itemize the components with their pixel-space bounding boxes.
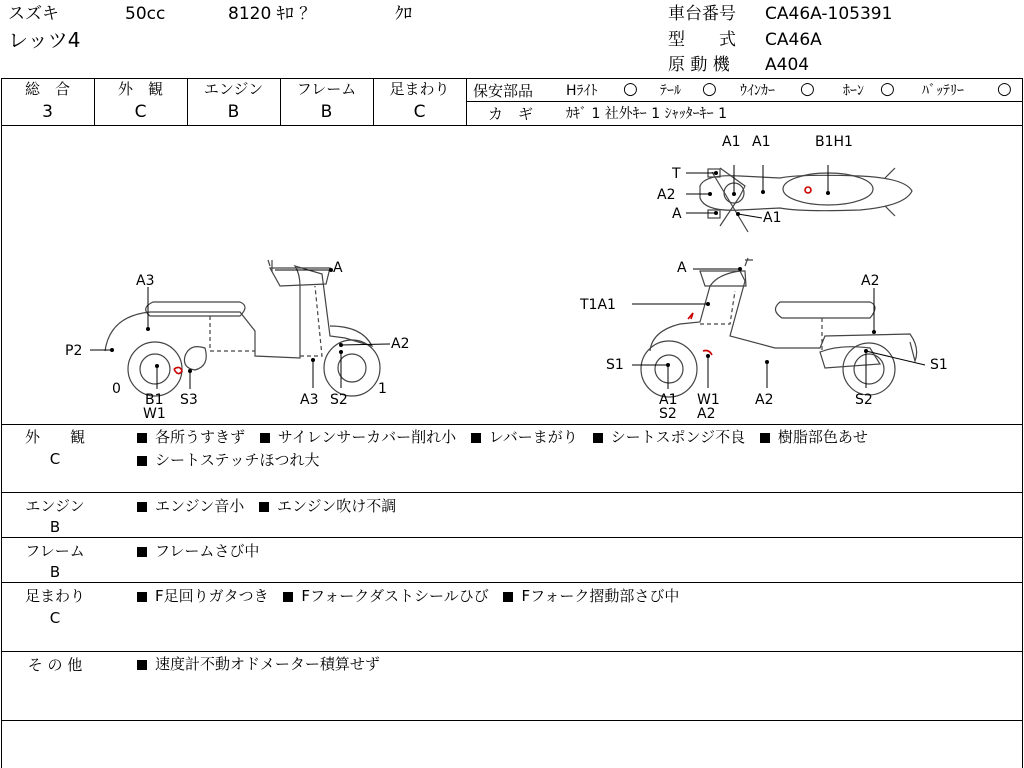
frame-grade-label: フレーム [296,80,357,98]
frame-grade: B [320,102,333,122]
remark-item: フレームさび中 [155,542,260,560]
remark-item: レバーまがり [488,428,578,446]
frame-no-label: 車台番号 [668,4,736,24]
divider [1,492,1023,493]
diagram-label: A2 [657,187,676,203]
safety-label: 保安部品 [473,82,534,100]
safety-mark: ○ [800,79,815,99]
diagram-label: S2 [855,392,873,408]
diagram-label: S2 [659,406,677,422]
diagram-label: A2 [391,336,410,352]
remark-line [137,653,390,675]
remark-label: エンジン [25,497,85,515]
overall-label: 総 合 [24,80,70,98]
remark-line [137,585,689,607]
diagram-label: A1 [722,134,741,150]
safety-item-headlight: Hﾗｲﾄ [566,83,598,99]
safety-item-horn: ﾎｰﾝ [843,83,864,99]
diagram-label: A2 [755,392,774,408]
diagram-label: T1A1 [580,297,616,313]
diagram-label: A2 [697,406,716,422]
remark-item: サイレンサーカバー削れ小 [277,428,457,446]
diagram-label: A3 [300,392,319,408]
type-value: CA46A [765,30,822,50]
mileage: 8120 ｷﾛ ？ [228,4,317,24]
diagram-label: A [677,260,687,276]
diagram-label: A1 [752,134,771,150]
remark-grade: C [49,609,61,627]
divider [1,582,1023,583]
remark-item: Fフォークダストシールひび [301,587,489,605]
bullet-icon [137,547,147,557]
diagram-label: W1 [143,406,166,422]
bullet-icon [471,433,481,443]
remark-line [137,495,406,517]
maker-name: スズキ [8,4,59,24]
diagram-label: P2 [65,343,83,359]
bullet-icon [503,592,513,602]
remark-label: フレーム [25,542,85,560]
diagram-label: A3 [136,273,155,289]
remark-label: 外 観 [24,428,85,446]
engine-grade-label: エンジン [203,80,264,98]
bullet-icon [593,433,603,443]
damage-diagram [0,126,1024,424]
diagram-label: B1 [145,392,164,408]
key-label: カ ギ [488,105,534,123]
diagram-label: S1 [606,357,624,373]
remark-item: 樹脂部色あせ [777,428,868,446]
remark-line [137,426,878,448]
bullet-icon [260,433,270,443]
diagram-label: A [672,206,682,222]
diagram-label: A1 [763,210,782,226]
remark-item: F足回りガタつき [155,587,269,605]
engine-label: 原 動 機 [668,55,730,75]
diagram-label: S2 [330,392,348,408]
divider [466,101,1022,102]
remark-label: 足まわり [24,587,85,605]
leader-dots [110,171,876,373]
divider [1,537,1023,538]
bullet-icon [283,592,293,602]
engine-grade: B [227,102,240,122]
scooter-top-view [700,168,912,232]
bullet-icon [259,502,269,512]
diagram-label: B1H1 [815,134,853,150]
suspension-grade-label: 足まわり [389,80,450,98]
safety-mark: ○ [623,79,638,99]
type-label: 型 式 [668,30,736,50]
remark-line [137,449,330,471]
bullet-icon [137,433,147,443]
bullet-icon [137,456,147,466]
remark-item: 各所うすきず [155,428,246,446]
diagram-label: A1 [659,392,678,408]
remark-item: シートスポンジ不良 [610,428,746,446]
bullet-icon [137,502,147,512]
safety-item-winker: ｳｲﾝｶｰ [740,83,775,99]
remark-grade: B [49,518,61,536]
color: ｸﾛ [395,4,412,24]
diagram-label: S1 [930,357,948,373]
displacement: 50cc [125,4,166,24]
safety-item-tail: ﾃｰﾙ [660,83,681,99]
frame-no: CA46A-105391 [765,4,893,24]
remark-item: シートステッチほつれ大 [155,451,320,469]
divider [1,651,1023,652]
safety-mark: ○ [997,79,1012,99]
diagram-label: W1 [697,392,720,408]
diagram-label: 1 [378,381,387,397]
divider [1,78,1023,79]
diagram-label: S3 [180,392,198,408]
divider [1,720,1023,721]
diagram-label: 0 [112,381,121,397]
exterior-grade: C [134,102,147,122]
engine-value: A404 [765,55,810,75]
diagram-label: A2 [861,273,880,289]
diagram-label: T [672,166,681,182]
remark-item: エンジン音小 [155,497,245,515]
remark-grade: C [49,450,61,468]
remark-label: そ の 他 [27,656,83,674]
remark-item: 速度計不動オドメーター積算せず [155,655,380,673]
remark-line [137,540,269,562]
exterior-label: 外 観 [117,80,163,98]
key-text: ｶｷﾞ 1 社外ｷｰ 1 ｼｬｯﾀｰｷｰ 1 [566,106,727,122]
remark-item: Fフォーク摺動部さび中 [521,587,680,605]
diagram-label: A [333,260,343,276]
suspension-grade: C [413,102,426,122]
remark-grade: B [49,563,61,581]
safety-item-battery: ﾊﾞｯﾃﾘｰ [922,83,964,99]
bullet-icon [760,433,770,443]
safety-mark: ○ [880,79,895,99]
overall-grade: 3 [42,102,53,122]
bullet-icon [137,660,147,670]
divider [1,424,1023,425]
remark-item: エンジン吹け不調 [277,497,397,515]
safety-mark: ○ [702,79,717,99]
leader-lines [90,165,925,389]
bullet-icon [137,592,147,602]
model-name: レッツ4 [8,28,81,52]
